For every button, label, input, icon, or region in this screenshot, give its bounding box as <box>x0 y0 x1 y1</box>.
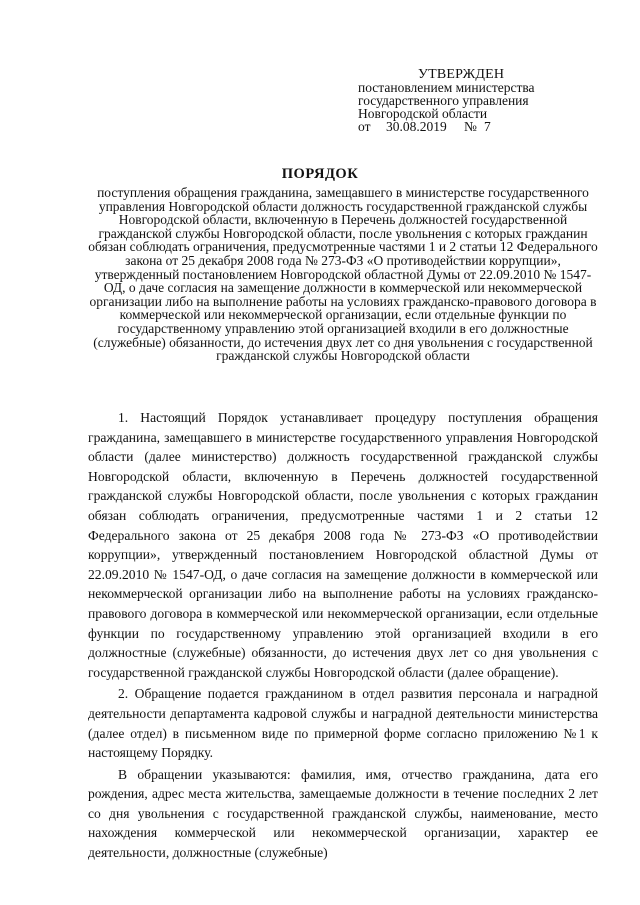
paragraph-3: В обращении указываются: фамилия, имя, отчество гражданина, дата его рождения, адрес места жительства, замещаемые должности в течение последних 2 лет со дня увольнения с государственной гражданской службы, наименование, место нахождения коммерческой или некоммерческой организации, характер ее деятельности, должностные (служебные) <box>88 766 598 861</box>
approval-stamp <box>358 68 598 133</box>
approval-date: 30.08.2019 <box>386 119 447 134</box>
approval-line-1: постановлением министерства <box>358 80 535 95</box>
approval-line-3: Новгородской области <box>358 106 488 121</box>
paragraph-1: 1. Настоящий Порядок устанавливает процедуру поступления обращения гражданина, замещавшего в министерстве государственного управления Новгородской области (далее министерство) должность государственной гражданской службы Новгородской области, включенную в Перечень должностей государственной гражданской службы Новгородской области, после увольнения с которых гражданин обязан соблюдать ограничения, предусмотренные частями 1 и 2 статьи 12 Федерального закона от 25 декабря 2008 года № 273-ФЗ «О противодействии коррупции», утвержденный постановлением Новгородской областной Думы от 22.09.2010 № 1547-ОД, о даче согласия на замещение должности в коммерческой или некоммерческой организации либо на выполнение работы на условиях гражданско-правового договора в коммерческой или некоммерческой организации, если отдельные функции по государственному управлению этой организацией входили в его должностные (служебные) обязанности, до истечения двух лет со дня увольнения с государственной гражданской службы Новгородской области (далее обращение). <box>88 410 598 680</box>
approval-date-line <box>358 120 598 133</box>
document-body <box>88 408 598 863</box>
number-sign: № <box>464 119 477 134</box>
date-prefix: от <box>358 119 371 134</box>
approval-line-2: государственного управления <box>358 93 529 108</box>
document-title: ПОРЯДОК <box>281 166 359 182</box>
approval-title: УТВЕРЖДЕН <box>418 67 505 82</box>
paragraph-2: 2. Обращение подается гражданином в отдел развития персонала и наградной деятельности департамента кадровой службы и наградной деятельности министерства (далее отдел) в письменном виде по примерной форме согласно приложению №1 к настоящему Порядку. <box>88 686 598 761</box>
approval-number: 7 <box>484 119 491 134</box>
document-subtitle: поступления обращения гражданина, замещавшего в министерстве государственного управления Новгородской области должность государственной гражданской службы Новгородской области, включенную в Перечень должностей государственной гражданской службы Новгородской области, после увольнения с которых гражданин обязан соблюдать ограничения, предусмотренные частями 1 и 2 статьи 12 Федерального закона от 25 декабря 2008 года № 273-ФЗ «О противодействии коррупции», утвержденный постановлением Новгородской областной Думы от 22.09.2010 № 1547-ОД, о даче согласия на замещение должности в коммерческой или некоммерческой организации либо на выполнение работы на условиях гражданско-правового договора в коммерческой или некоммерческой организации, если отдельные функции по государственному управлению этой организацией входили в его должностные (служебные) обязанности, до истечения двух лет со дня увольнения с государственной гражданской службы Новгородской области <box>88 185 598 364</box>
